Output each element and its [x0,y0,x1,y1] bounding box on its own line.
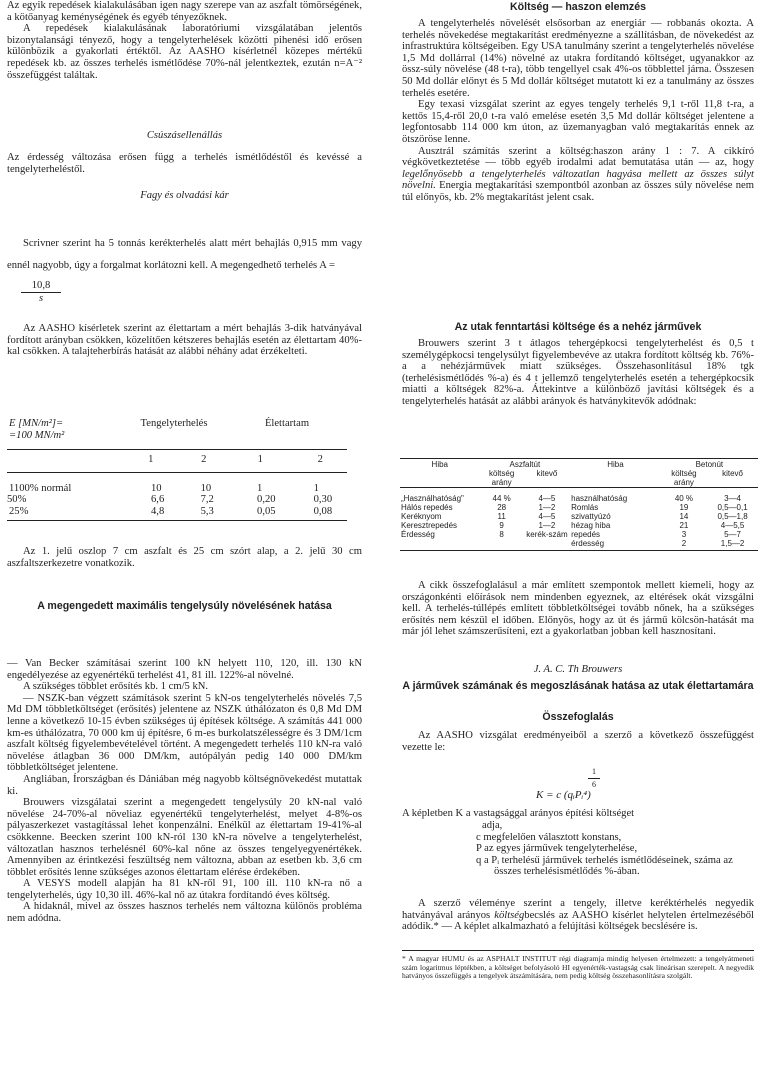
paragraph-kepletben: A képletben K a vastagsággal arányos építési költséget [402,808,635,819]
table-group-aszfalt: Aszfaltút [509,460,541,469]
formula-exponent: 1 6 [588,766,600,790]
heading-jarmuvek: A járművek számának és megoszlásának hatása az utak élettartamára [402,680,754,692]
formula-k: K = c (qᵢPᵢ⁴) [536,789,591,801]
paragraph-hidak: A hidaknál, mivel az összes hasznos terhelés nem változna különös probléma nem adódna. [7,901,362,925]
paragraph-osszegzes: A cikk összefoglalásul a már említett szempontok mellett kiemeli, hogy az országonkénti előírások nem mindenben egyeznek, az eltérések okát vizsgálni kell. A terhelés-túllépés említett többletköltségei tovább nőnek, ha a szükséges erősítés nem készül el időben. Előnyös, hogy az út és jármű kölcsön-hatását ma már jól lehet számszerűsíteni, ezt a gyakorlatban jobban kell hasznosítani. [402,580,754,638]
def-adja: adja, [482,820,503,831]
table-row: Keresztrepedés 9 1—2 hézag hiba 21 4—5,5 [401,521,745,530]
table-row: 50% 6,6 7,2 0,20 0,30 [7,494,333,506]
paragraph-csuszas: Az érdesség változása erősen függ a terhelés ismétlődéstől és kevéssé a tengelyterheléstől. [7,152,362,175]
paragraph-repedes: A repedések kialakulásának laboratóriumi vizsgálatában jelentős bizonytalansági tényező, hogy a tengelyterhelések közötti pihenési idő erősen különbözik a gyakorlati értéktől. Az AASHO kísérletnél közepes mértékű repedések kb. az összes terhelés ismétlődése 70%-nál jelentkeztek, ezután n=A⁻² összefüggést találtak. [7,23,362,81]
footnote: * A magyar HUMU és az ASPHALT INSTITUT régi diagramja mindig helyesen értelmezett: a tengelyátmeneti szám logaritmus léptékben, a költséget befolyásoló HI egyenérték-vastagság csak lineárisan szerepelt. A negyedik hatványos összefüggés a tengelyek átszámítására, nem pedig költség összehasonlításra szolgált. [402,954,754,981]
table-row: „Használhatóság" 44 % 4—5 használhatóság 40 % 3—4 [401,494,742,503]
table-subheader: 1 2 1 2 [148,454,323,466]
formula-fraction [21,280,61,304]
formula-denominator: s [38,292,44,304]
paragraph-aasho: Az AASHO kísérletek szerint az élettartam a mért behajlás 3-dik hatványával fordított arányban csökken, közelítően kétszeres behajlás esetén az élettartam 40%-kal csökken. A talajteherbírás hatását az alábbi néhány adat érzékelteti. [7,323,362,358]
table-head-elet: Élettartam [264,418,310,429]
paragraph-koltseg-2: Egy texasi vizsgálat szerint az egyes tengely terhelés 9,1 t-ről 11,8 t-ra, a kettős 15,4-ről 20,0 t-ra való emelése esetén 3,5 Md dollár költséget jelentene a legfontosabb 114 000 km úton, az üzemanyagban való megtakarítás ennek az ötszöröse lenne. [402,99,754,145]
paragraph-aasho-osszefugges: Az AASHO vizsgálat eredményeiből a szerző a következő összefüggést vezette le: [402,730,754,753]
paragraph-szerzo-velemenye: A szerző véleménye szerint a tengely, illetve keréktérhelés negyedik hatványával arányos költségbecslés az AASHO kísérlet helytelen értelmezéséből adódik.* — A képlet alkalmazható a felújítási költségek becslésére is. [402,898,754,933]
table-row: érdesség 2 1,5—2 [571,539,745,548]
heading-csuszasellenallas: Csúszásellenállás [146,130,223,141]
table-head-hiba: Hiba [431,460,448,469]
table-row: 1100% normál 10 10 1 1 [9,482,319,494]
formula-definitions [476,820,754,878]
heading-fagy: Fagy és olvadási kár [140,190,229,201]
table-row: Keréknyom 11 4—5 szivattyúzó 14 0,5—1,8 [401,512,748,521]
cost-ratio-table: Hiba Aszfaltút Hiba Betonút költség arány kitevő költség arány kitevő „Használhatóság" 44 % 4—5 használhatóság 40 % 3—4 Hálós repedés 28 1—2 Romlás 19 0,5—0,1 Keréknyom 11 4—5 szivattyúzó 14 0,5—1,8 Keresztrepedés 9 1—2 hézag hiba 21 4—5,5 Érdesség 8 kerék-szám repedés 3 5—7 érdesség 2 1,5—2 [400,458,758,551]
table-group-beton: Betonút [695,460,724,469]
table-head-hiba-2: Hiba [607,460,624,469]
paragraph-vanbecker: — Van Becker számításai szerint 100 kN helyett 110, 120, ill. 130 kN engedélyezése az egyenértékű terhelést 41, 81 ill. 122%-al növelné. [7,658,362,681]
def-c: c megfelelően választott konstans, [476,831,622,843]
paragraph-koltseg-1: A tengelyterhelés növelését elsősorban az energiár — robbanás okozta. A terhelés növekedése megtakarítást eredményezne a szállításban, de növekedést az infrastruktúra költségeiben. Egy USA tanulmány szerint a tengelyterhelés növelése 1,5 Md dollárral (14%) növelné az utakra fordítandó költséget, ugyanakkor az össz-súly növelése (48 t-ra), több tengellyel csak 4%-os többlettel járna. Összesen 50 Md dollár előnyt és 5 Md dollár költséget mutatott ki ez a tanulmány az összes terhelés esetére. [402,18,754,99]
table-row: Érdesség 8 kerék-szám repedés 3 5—7 [401,530,742,539]
paragraph-koltseg-3: Ausztrál számítás szerint a költség:haszon arány 1 : 7. A cikkíró végkövetkeztetése — több egyéb irodalmi adat bemutatása után — az, hogy legelőnyösebb a tengelyterhelés változatlan hagyása mellett az összes súlyt növelni. Energia megtakarítási szempontból azonban az összes súly növelése nem túl előnyös, kb. 2% megtakarítást jelent csak. [402,145,754,203]
author-name: J. A. C. Th Brouwers [533,664,623,675]
paragraph-szukseges: A szükséges többlet erősítés kb. 1 cm/5 kN. [23,681,209,693]
paragraph-table-note: Az 1. jelű oszlop 7 cm aszfalt és 25 cm szórt alap, a 2. jelű 30 cm aszfaltszerkezetre vonatkozik. [7,546,362,569]
formula-numerator: 10,8 [21,280,61,293]
table-head-e: E [MN/m²]= =100 MN/m² [9,418,65,441]
table-head-tengely: Tengelyterhelés [140,418,208,429]
heading-megengedett: A megengedett maximális tengelysúly növelésének hatása [37,600,332,612]
table-row: Hálós repedés 28 1—2 Romlás 19 0,5—0,1 [401,503,748,512]
paragraph-scrivner: Scrivner szerint ha 5 tonnás kerékterhelés alatt mért behajlás 0,915 mm vagy ennél nagyobb, úgy a forgalmat korlátozni kell. A megengedhető terhelés A = [7,238,362,271]
paragraph-fenntartasi: Brouwers szerint 3 t átlagos tehergépkocsi tengelyterhelést és 0,5 t személygépkocsi tengelysúlyt figyelembevéve az utakra fordított költség kb. 76%-a a nehézjárművek miatt szükséges. Összehasonlításul 18% tgk (terhelésismétlődés %-a) és 4 t jellemző tengelyterhelés esetén a tehergépkocsik miatti a költségek 82%-a. Áttekintve a különböző javítási költségek és a tengelyterhelés hatását az alábbi arányok és hatványkitevők adódnak: [402,338,754,407]
def-q: q a Pᵢ terhelésű járművek terhelés ismétlődéseinek, száma az összes terhelésismétlődés %-ában. [476,854,733,878]
heading-fenntartasi: Az utak fenntartási költsége és a nehéz járművek [454,321,702,333]
heading-osszefoglalas: Összefoglalás [542,711,614,723]
table-row: 25% 4,8 5,3 0,05 0,08 [9,505,333,517]
paragraph-intro: Az egyik repedések kialakulásában igen nagy szerepe van az aszfalt tömörségének, a kötőanyag keménységének és egyéb tényezőknek. [7,0,362,23]
paragraph-vesys: A VESYS modell alapján ha 81 kN-ről 91, 100 ill. 110 kN-ra nő a tengelyterhelés, úgy 10,30 ill. 46%-kal nő az útakra fordítandó éves költség. [7,878,362,901]
paragraph-nszk: — NSZK-ban végzett számítások szerint 5 kN-os tengelyterhelés növelés 7,5 Md DM többletköltséget (erősítés) jelentene az NSZK úthálózaton és 0,8 Md DM lenne a következő 10-15 évben szükséges új építések költsége. A számítás 441 000 km-es úthálózatra, 70 000 km új építésre, 6 m-es burkolatszélességre és 3 DM/1cm aszfalt költség figyelembevételével történt. A megengedett terhelés 110 kN-ra való növelése átlagban 36 000 DM/km, autópályán pedig 140 000 DM/km többletköltséget jelentene. [7,692,362,774]
data-table-talaj [7,418,347,521]
def-p: P az egyes járművek tengelyterhelése, [476,843,638,855]
paragraph-brouwers: Brouwers vizsgálatai szerint a megengedett tengelysúly 20 kN-nal való növelése 24-70%-al növeliaz egyenértékű tengelyterhelést, melyet 4-8%-os pályaszerkezet vastagítással lehet konpenzálni. Enélkül az élettartam 19-41%-al csökkenne. Beecken szerint 100 kN-ról 130 kN-ra növelve a tengelyterhelést, változatlan hasznos terhelésnél 60%-kal nőne az összes tengelyegyenértékek. Amennyiben az érintkezési feszültség nem változna, abban az esetben kb. 3,6 cm többlet erősítés lenne szükséges azonos élettartam elérése érdekében. [7,797,362,878]
paragraph-anglia: Angliában, Írországban és Dániában még nagyobb költségnövekedést mutattak ki. [7,773,362,797]
heading-koltseg-haszon: Költség — haszon elemzés [510,1,646,13]
